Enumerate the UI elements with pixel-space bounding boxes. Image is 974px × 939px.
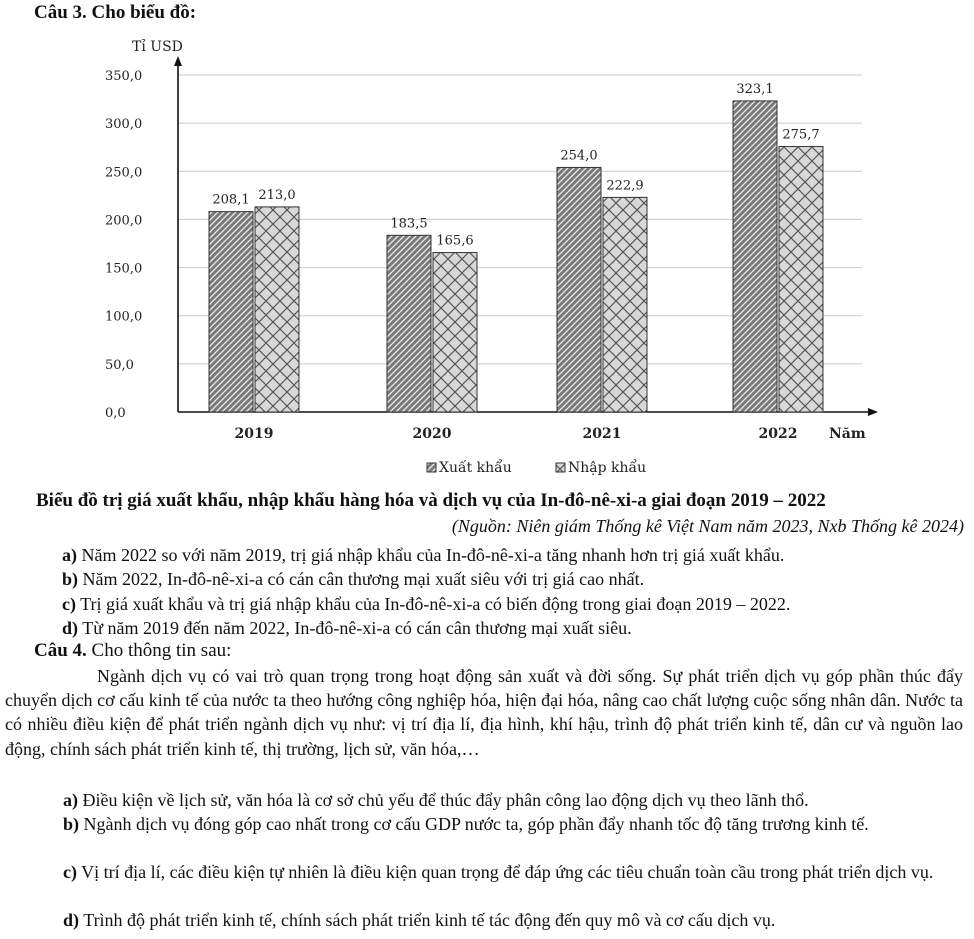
data-label: 213,0 xyxy=(258,187,296,203)
data-label: 165,6 xyxy=(436,233,474,249)
bar-import-2019 xyxy=(255,207,299,412)
q3-option-a: a) Năm 2022 so với năm 2019, trị giá nhập khẩu của In-đô-nê-xi-a tăng nhanh hơn trị giá xuất khẩu. xyxy=(62,545,785,565)
data-label: 208,1 xyxy=(212,192,250,208)
y-axis-title: Tỉ USD xyxy=(132,39,183,55)
x-tick-label: 2019 xyxy=(234,426,274,442)
q3-option-d: d) Từ năm 2019 đến năm 2022, In-đô-nê-xi-a có cán cân thương mại xuất siêu. xyxy=(62,618,632,638)
legend-label: Nhập khẩu xyxy=(568,460,647,476)
legend-swatch-import xyxy=(556,463,565,472)
bar-export-2021 xyxy=(557,167,601,412)
bar-import-2022 xyxy=(779,147,823,412)
legend-swatch-export xyxy=(427,463,436,472)
x-axis-arrow xyxy=(868,408,878,416)
data-label: 254,0 xyxy=(560,148,598,164)
x-tick-label: 2020 xyxy=(412,426,452,442)
y-axis-arrow xyxy=(174,56,182,66)
y-tick-label: 150,0 xyxy=(105,261,143,277)
q4-option-d: d) Trình độ phát triển kinh tế, chính sách phát triển kinh tế tác động đến quy mô và cơ cấu dịch vụ. xyxy=(63,910,776,930)
x-tick-label: 2022 xyxy=(758,426,798,442)
q4-option-a: a) Điều kiện về lịch sử, văn hóa là cơ sở chủ yếu để thúc đẩy phân công lao động dịch vụ theo lãnh thổ. xyxy=(63,790,809,810)
question-4-title: Câu 4. Cho thông tin sau: xyxy=(34,640,232,661)
bar-export-2022 xyxy=(733,101,777,412)
bar-chart xyxy=(0,28,974,488)
x-tick-label: 2021 xyxy=(582,426,622,442)
q3-option-b: b) Năm 2022, In-đô-nê-xi-a có cán cân thương mại xuất siêu với trị giá cao nhất. xyxy=(62,569,645,589)
data-label: 222,9 xyxy=(606,178,644,194)
q3-option-c: c) Trị giá xuất khẩu và trị giá nhập khẩu của In-đô-nê-xi-a có biến động trong giai đoạn 2019 – 2022. xyxy=(62,594,791,614)
y-tick-label: 50,0 xyxy=(105,357,134,373)
bar-import-2021 xyxy=(603,197,647,412)
q4-option-c: c) Vị trí địa lí, các điều kiện tự nhiên là điều kiện quan trọng để đáp ứng các tiêu chuẩn toàn cầu trong phát triển dịch vụ. xyxy=(63,862,934,882)
y-tick-label: 250,0 xyxy=(105,165,143,181)
bar-import-2020 xyxy=(433,253,477,412)
q4-paragraph: Ngành dịch vụ có vai trò quan trọng trong hoạt động sản xuất và đời sống. Sự phát triển dịch vụ góp phần thúc đẩy chuyển dịch cơ cấu kinh tế của nước ta theo hướng công nghiệp hóa, hiện đại hóa, nâng cao chất lượng cuộc sống nhân dân. Nước ta có nhiều điều kiện để phát triển ngành dịch vụ như: vị trí địa lí, địa hình, khí hậu, trình độ phát triển kinh tế, dân cư và nguồn lao động, chính sách phát triển kinh tế, thị trường, lịch sử, văn hóa,… xyxy=(5,666,963,759)
bars xyxy=(209,101,823,412)
x-axis-title: Năm xyxy=(829,426,866,442)
data-label: 183,5 xyxy=(390,216,428,232)
y-tick-label: 100,0 xyxy=(105,309,143,325)
chart-caption: Biểu đồ trị giá xuất khẩu, nhập khẩu hàng hóa và dịch vụ của In-đô-nê-xi-a giai đoạn 2019 – 2022 xyxy=(36,490,826,511)
question-3-title: Câu 3. Cho biểu đồ: xyxy=(34,2,197,23)
q4-option-b: b) Ngành dịch vụ đóng góp cao nhất trong cơ cấu GDP nước ta, góp phần đẩy nhanh tốc độ tăng trương kinh tế. xyxy=(63,814,869,834)
legend-label: Xuất khẩu xyxy=(439,460,512,476)
y-tick-label: 200,0 xyxy=(105,213,143,229)
legend xyxy=(427,458,646,476)
y-tick-label: 0,0 xyxy=(105,406,126,421)
data-label: 275,7 xyxy=(782,127,820,143)
y-tick-label: 300,0 xyxy=(105,117,143,133)
bar-export-2020 xyxy=(387,235,431,412)
chart-source: (Nguồn: Niên giám Thống kê Việt Nam năm 2023, Nxb Thống kê 2024) xyxy=(451,516,964,536)
bar-export-2019 xyxy=(209,212,253,412)
y-tick-label: 350,0 xyxy=(105,69,143,84)
data-label: 323,1 xyxy=(736,81,774,97)
